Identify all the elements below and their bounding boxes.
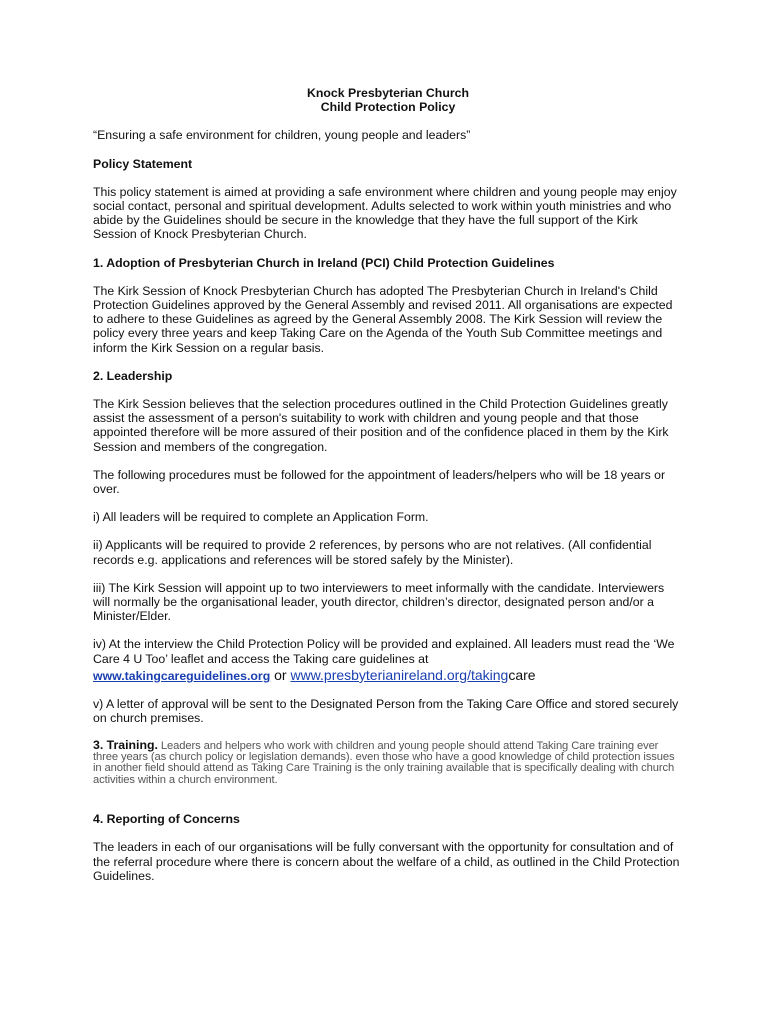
policy-statement-body: This policy statement is aimed at providing a safe environment where children and young people may enjoy social contact, personal and spiritual development. Adults selected to work within youth ministries and who abide by the Guidelines should be secure in the knowledge that they have the full support of the Kirk Session of Knock Presbyterian Church. bbox=[93, 184, 677, 242]
church-name: Knock Presbyterian Church bbox=[307, 86, 469, 100]
section-2-para-1: The Kirk Session believes that the selection procedures outlined in the Child Protection Guidelines greatly assist the assessment of a person's suitability to work with children and young people and that those appointed therefore will be more assured of their position and of the confidence placed in them by the Kirk Session and members of the congregation. bbox=[93, 397, 669, 454]
tagline: “Ensuring a safe environment for children, young people and leaders” bbox=[93, 128, 471, 143]
procedure-item-3: iii) The Kirk Session will appoint up to two interviewers to meet informally with the candidate. Interviewers will normally be the organisational leader, youth director, children’s director, designated person and/or a Minister/Elder. bbox=[93, 580, 665, 624]
procedure-item-4-text: iv) At the interview the Child Protection Policy will be provided and explained. All leaders must read the ‘We Care 4 U Too’ leaflet and access the Taking care guidelines at bbox=[93, 637, 675, 666]
link-separator: or bbox=[270, 666, 291, 683]
presbyterian-ireland-link-underlined: www.presbyterianireland.org/taking bbox=[290, 666, 509, 683]
section-2-para-2: The following procedures must be followed for the appointment of leaders/helpers who will be 18 years or over. bbox=[93, 467, 666, 497]
section-1-heading: 1. Adoption of Presbyterian Church in Ireland (PCI) Child Protection Guidelines bbox=[93, 255, 555, 270]
section-4-heading: 4. Reporting of Concerns bbox=[93, 812, 240, 827]
procedure-item-4 bbox=[93, 637, 683, 665]
section-1-body: The Kirk Session of Knock Presbyterian Church has adopted The Presbyterian Church in Ireland's Child Protection Guidelines approved by the General Assembly and revised 2011. All organisations are expected to adhere to these Guidelines as agreed by the General Assembly 2008. The Kirk Session will review the policy every three years and keep Taking Care on the Agenda of the Youth Sub Committee meetings and inform the Kirk Session on a regular basis. bbox=[93, 283, 673, 355]
policy-statement-heading: Policy Statement bbox=[93, 156, 193, 171]
presbyterian-ireland-link[interactable] bbox=[290, 667, 535, 683]
taking-care-guidelines-link[interactable]: www.takingcareguidelines.org bbox=[93, 668, 271, 683]
section-3-heading: 3. Training. bbox=[93, 737, 158, 752]
guideline-links bbox=[93, 668, 683, 683]
section-3-body: Leaders and helpers who work with children and young people should attend Taking Care training ever three years (as church policy or legislation demands). even those who have a good knowledge of child protection issues in another field should attend as Taking Care Training is the only training available that is specifically dealing with church activities within a church environment. bbox=[93, 739, 675, 786]
presbyterian-ireland-link-rest: care bbox=[508, 666, 536, 683]
procedure-item-5: v) A letter of approval will be sent to the Designated Person from the Taking Care Office and stored securely on church premises. bbox=[93, 697, 679, 726]
document-page bbox=[93, 86, 683, 883]
procedure-item-2: ii) Applicants will be required to provide 2 references, by persons who are not relatives. (All confidential records e.g. applications and references will be stored safely by the Minister). bbox=[93, 538, 652, 567]
procedure-item-1: i) All leaders will be required to complete an Application Form. bbox=[93, 510, 429, 525]
section-4-body: The leaders in each of our organisations will be fully conversant with the opportunity for consultation and of the referral procedure where there is concern about the welfare of a child, as outlined in the Child Protection Guidelines. bbox=[93, 840, 680, 883]
section-2-heading: 2. Leadership bbox=[93, 368, 173, 383]
section-3-training bbox=[93, 737, 683, 787]
policy-title: Child Protection Policy bbox=[320, 100, 456, 115]
